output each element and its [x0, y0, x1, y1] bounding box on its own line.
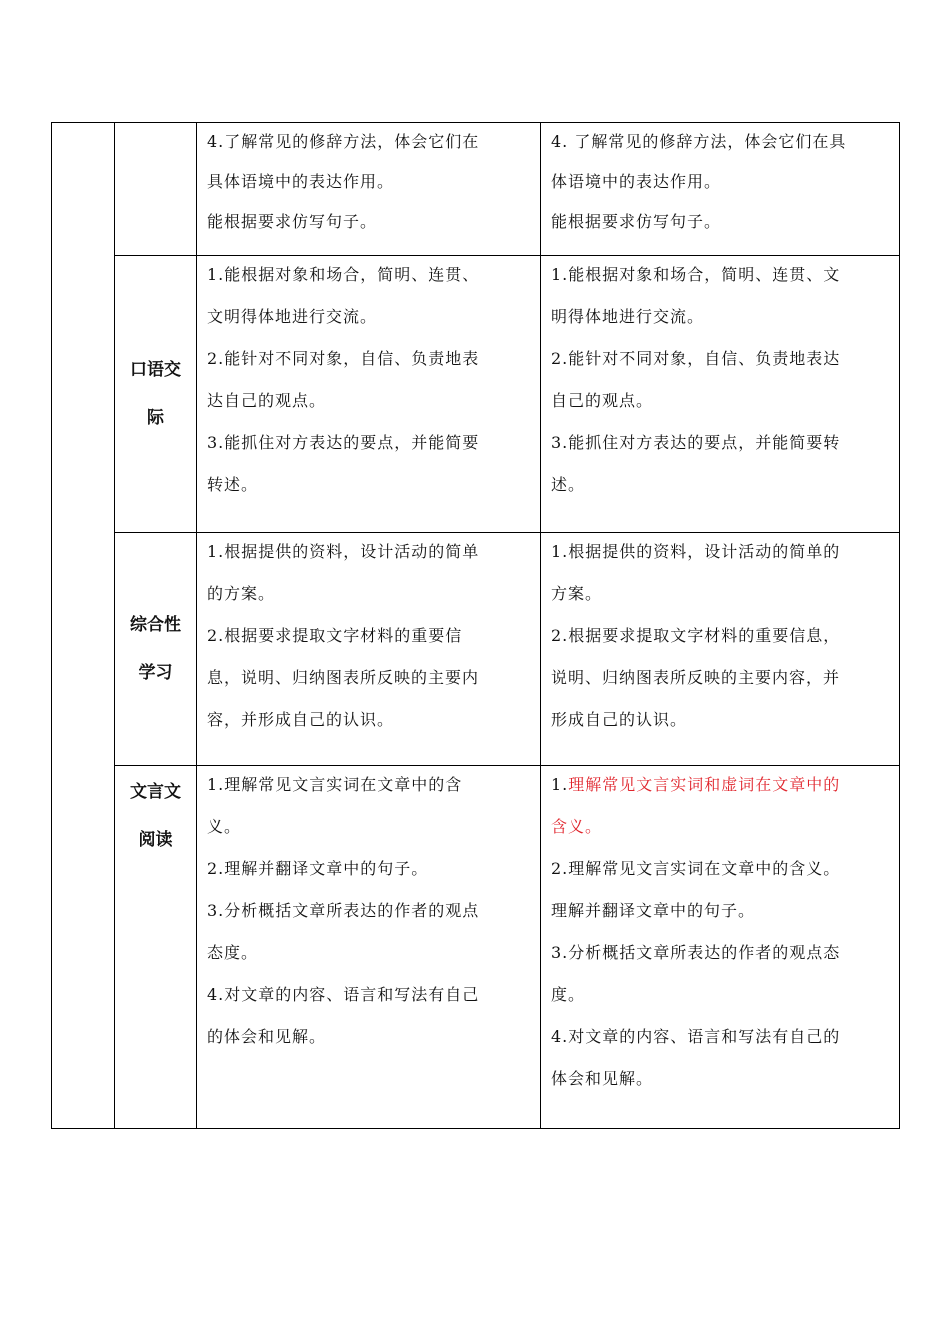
text-line [551, 768, 891, 810]
text-line: 说明、归纳图表所反映的主要内容，并 [551, 668, 841, 687]
right-content-cell [541, 256, 900, 533]
text-line: 具体语境中的表达作用。 [207, 172, 395, 191]
table-row [52, 256, 900, 533]
text-line: 2.能针对不同对象，自信、负责地表达 [551, 349, 841, 368]
text-line: 2.理解常见文言实词在文章中的含义。 [551, 859, 841, 878]
text-line: 达自己的观点。 [207, 391, 327, 410]
text-line: 转述。 [207, 475, 259, 494]
right-content-cell [541, 123, 900, 256]
text-line: 1.根据提供的资料，设计活动的简单 [207, 542, 480, 561]
text-line: 的体会和见解。 [207, 1027, 327, 1046]
highlighted-text: 理解常见文言实词和虚词在文章中的 [568, 775, 841, 794]
right-content-cell [541, 533, 900, 766]
text-line: 能根据要求仿写句子。 [551, 212, 722, 231]
text-line: 方案。 [551, 584, 603, 603]
outer-column-cell [52, 123, 115, 1129]
table-row [52, 123, 900, 256]
category-text: 口语交 际 [130, 360, 181, 428]
category-label [115, 766, 196, 864]
text-line: 2.能针对不同对象，自信、负责地表 [207, 349, 480, 368]
text-line: 1.能根据对象和场合，简明、连贯、 [207, 265, 480, 284]
text-line: 的方案。 [207, 584, 276, 603]
text-line: 4.对文章的内容、语言和写法有自己的 [551, 1027, 841, 1046]
text-line: 明得体地进行交流。 [551, 307, 705, 326]
text-line: 2.理解并翻译文章中的句子。 [207, 859, 429, 878]
text-line: 4. 了解常见的修辞方法，体会它们在具 [551, 132, 847, 151]
text-line: 2.根据要求提取文字材料的重要信息， [551, 626, 841, 645]
text-line: 义。 [207, 817, 242, 836]
text-line: 容，并形成自己的认识。 [207, 710, 395, 729]
text-line: 3.分析概括文章所表达的作者的观点 [207, 901, 480, 920]
text-line: 1.理解常见文言实词在文章中的含 [207, 775, 463, 794]
text-line: 2.根据要求提取文字材料的重要信 [207, 626, 463, 645]
category-cell-empty [115, 123, 197, 256]
item-number: 1. [551, 775, 569, 794]
category-text: 综合性 学习 [130, 615, 181, 683]
category-cell [115, 256, 197, 533]
text-line: 形成自己的认识。 [551, 710, 688, 729]
category-label [115, 346, 196, 442]
left-content-cell [197, 533, 541, 766]
text-line: 4.对文章的内容、语言和写法有自己 [207, 985, 480, 1004]
text-line: 4.了解常见的修辞方法，体会它们在 [207, 132, 480, 151]
text-line: 文明得体地进行交流。 [207, 307, 378, 326]
text-line: 态度。 [207, 943, 259, 962]
text-line: 理解并翻译文章中的句子。 [551, 901, 756, 920]
curriculum-table [51, 122, 900, 1129]
text-line: 体语境中的表达作用。 [551, 172, 722, 191]
left-content-cell [197, 256, 541, 533]
category-text: 文言文 阅读 [130, 782, 181, 850]
category-cell [115, 533, 197, 766]
text-line: 体会和见解。 [551, 1069, 654, 1088]
table-row [52, 766, 900, 1129]
text-line: 3.能抓住对方表达的要点，并能简要转 [551, 433, 841, 452]
text-line: 述。 [551, 475, 586, 494]
text-line: 3.能抓住对方表达的要点，并能简要 [207, 433, 480, 452]
text-line: 能根据要求仿写句子。 [207, 212, 378, 231]
category-label [115, 601, 196, 697]
table-row [52, 533, 900, 766]
text-line: 息，说明、归纳图表所反映的主要内 [207, 668, 480, 687]
text-line: 1.根据提供的资料，设计活动的简单的 [551, 542, 841, 561]
text-line: 自己的观点。 [551, 391, 654, 410]
right-content-cell [541, 766, 900, 1129]
highlighted-text: 含义。 [551, 817, 603, 836]
text-line: 1.能根据对象和场合，简明、连贯、文 [551, 265, 841, 284]
category-cell [115, 766, 197, 1129]
left-content-cell [197, 766, 541, 1129]
left-content-cell [197, 123, 541, 256]
text-line: 3.分析概括文章所表达的作者的观点态 [551, 943, 841, 962]
text-line: 度。 [551, 985, 586, 1004]
